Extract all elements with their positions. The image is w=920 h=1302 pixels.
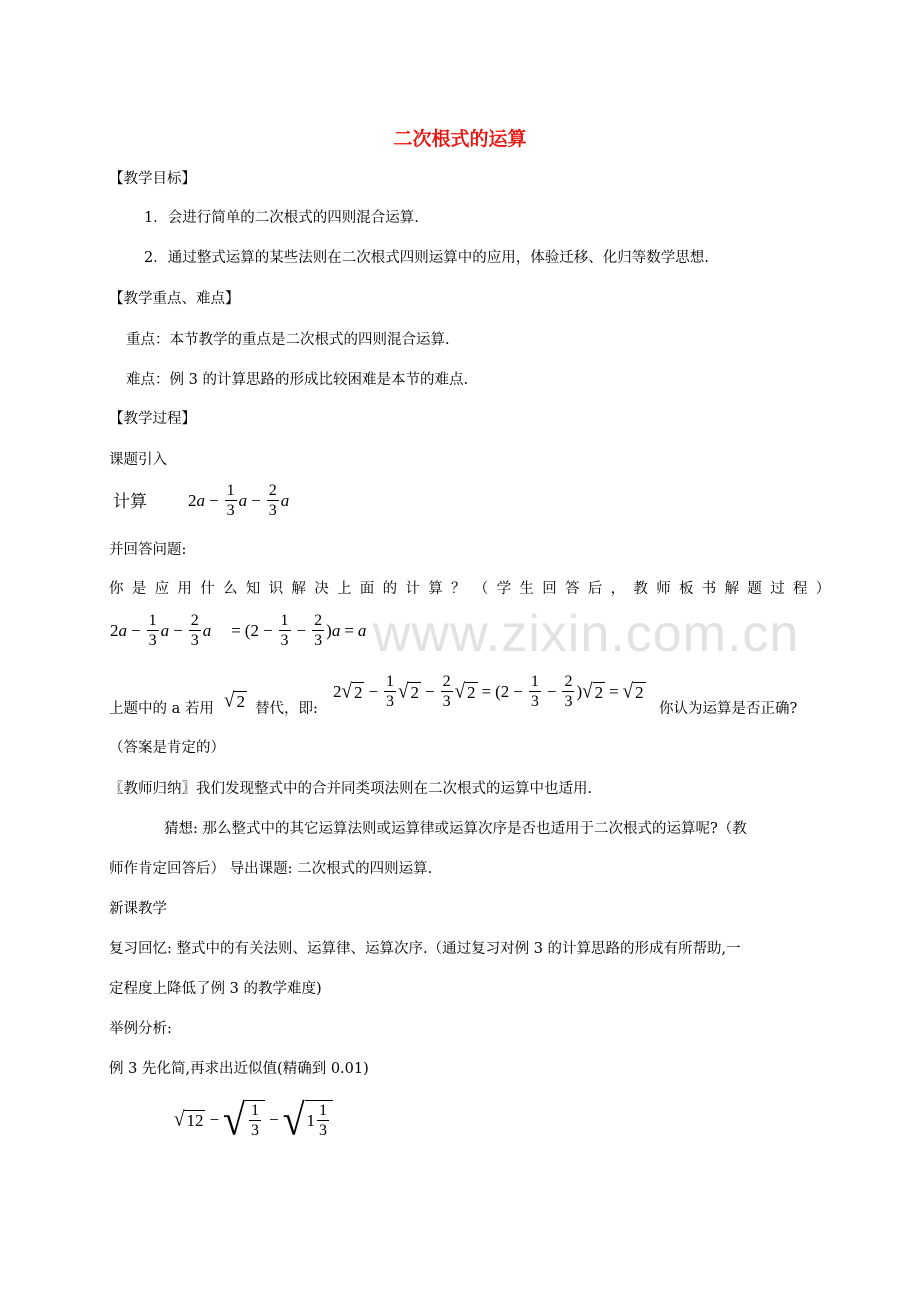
math-term: 2 (110, 620, 119, 640)
replace-text-1: 上题中的 a 若用 (109, 701, 214, 717)
answer-note: （答案是肯定的） (109, 740, 225, 756)
question-line: 你是应用什么知识解决上面的计算？（学生回答后，教师板书解题过程） (109, 581, 839, 597)
sqrt (622, 679, 646, 703)
math-paren: ) (326, 620, 332, 640)
fraction (312, 611, 324, 650)
sqrt (582, 679, 605, 703)
fraction-num: 1 (530, 673, 539, 690)
fraction (249, 1101, 261, 1140)
math-op: − (173, 620, 183, 640)
example-3-line: 例 3 先化简,再求出近似值(精确到 0.01) (109, 1061, 369, 1077)
math-op: − (513, 681, 523, 701)
math-op: − (262, 620, 273, 640)
math-var: a (202, 620, 212, 640)
fraction (562, 672, 574, 711)
math-op: − (251, 490, 261, 510)
math-term: 1 (306, 1110, 316, 1130)
math-term: 2 (188, 490, 197, 510)
math-term: 2 (250, 620, 259, 640)
compute-label: 计算 (113, 492, 147, 512)
radicand (305, 1100, 334, 1140)
fraction-den: 3 (226, 502, 235, 519)
radical-sign: √ (398, 679, 409, 703)
fraction (267, 481, 279, 520)
radicand: 12 (186, 1111, 204, 1130)
fraction-num: 1 (319, 1102, 328, 1119)
fraction-den: 3 (280, 632, 289, 649)
sqrt-expression (333, 672, 646, 711)
fraction (147, 611, 159, 650)
fraction-den: 3 (442, 693, 451, 710)
page-title: 二次根式的运算 (393, 128, 527, 150)
fraction-num: 2 (314, 612, 323, 629)
fraction (441, 672, 453, 711)
math-var: a (160, 620, 170, 640)
fraction-den: 3 (564, 693, 573, 710)
sqrt (282, 1094, 333, 1145)
fraction-den: 3 (268, 502, 277, 519)
radicand: 2 (353, 682, 363, 702)
conjecture-line-2: 师作肯定回答后） 导出课题: 二次根式的四则运算. (109, 861, 433, 877)
radical-sign: √ (582, 679, 593, 703)
fraction-den: 3 (314, 632, 323, 649)
fraction-den: 3 (250, 1122, 259, 1139)
new-lesson-label: 新课教学 (109, 901, 167, 917)
example-analysis-label: 举例分析: (109, 1021, 172, 1037)
fraction (384, 672, 396, 711)
fraction-den: 3 (190, 632, 199, 649)
math-op: − (296, 620, 307, 640)
objectives-header: 【教学目标】 (109, 171, 196, 187)
radicand: 2 (410, 682, 419, 702)
math-op: = (609, 681, 619, 701)
fraction (279, 611, 291, 650)
math-var: a (196, 490, 205, 510)
radical-sign: √ (282, 1094, 305, 1145)
radical-sign: √ (223, 1094, 245, 1145)
correct-question: 你认为运算是否正确? (659, 701, 798, 717)
fraction-den: 3 (386, 693, 395, 710)
radical-sign: √ (454, 679, 465, 703)
sqrt (454, 679, 478, 703)
math-op: = (481, 681, 492, 701)
replace-text-2: 替代，即: (255, 701, 318, 717)
radicand: 2 (635, 682, 644, 702)
fraction (225, 481, 237, 520)
fraction-num: 1 (148, 612, 157, 629)
math-var: a (280, 490, 290, 510)
process-header: 【教学过程】 (109, 411, 196, 427)
radicand: 2 (236, 692, 245, 711)
math-term: 2 (500, 681, 510, 701)
math-paren: ( (244, 620, 251, 640)
intro-label: 课题引入 (109, 452, 167, 468)
radicand (245, 1100, 265, 1140)
sqrt (398, 679, 421, 703)
objective-1: 1．会进行简单的二次根式的四则混合运算. (144, 210, 419, 226)
sqrt (223, 1094, 265, 1145)
fraction-num: 2 (190, 612, 199, 629)
review-line-1: 复习回忆: 整式中的有关法则、运算律、运算次序.（通过复习对例 3 的计算思路的形成有所帮助,一 (109, 941, 741, 957)
radicand: 2 (594, 682, 604, 702)
fraction-num: 1 (250, 1102, 259, 1119)
sqrt2-inline (224, 688, 247, 712)
radical-sign: √ (622, 679, 634, 703)
fraction-num: 1 (226, 482, 235, 499)
watermark: www.zixin.com.cn (373, 605, 800, 663)
fraction-den: 3 (319, 1122, 328, 1139)
math-op: − (209, 490, 219, 510)
answer-prompt: 并回答问题: (109, 542, 187, 558)
sqrt (174, 1107, 205, 1131)
compute-expression (188, 481, 289, 520)
sqrt (224, 688, 247, 712)
teacher-summary: 〖教师归纳〗我们发现整式中的合并同类项法则在二次根式的运算中也适用. (109, 781, 593, 797)
math-op: − (209, 1110, 220, 1129)
key-point: 重点：本节教学的重点是二次根式的四则混合运算. (126, 332, 450, 348)
math-var: a (331, 620, 341, 640)
math-op: = (344, 620, 354, 640)
math-op: − (368, 681, 379, 701)
fraction-num: 1 (280, 612, 289, 629)
radical-sign: √ (174, 1107, 185, 1131)
radicand: 2 (467, 682, 476, 702)
fraction (317, 1101, 329, 1140)
math-op: − (424, 681, 435, 701)
math-op: − (268, 1110, 279, 1129)
fraction (529, 672, 541, 711)
difficulty: 难点：例 3 的计算思路的形成比较困难是本节的难点. (126, 372, 469, 388)
fraction-num: 2 (564, 673, 573, 690)
objective-2: 2．通过整式运算的某些法则在二次根式四则运算中的应用，体验迁移、化归等数学思想. (144, 250, 709, 266)
math-op: = (231, 620, 241, 640)
fraction-den: 3 (530, 693, 539, 710)
fraction-den: 3 (148, 632, 157, 649)
math-var: a (238, 490, 248, 510)
conjecture-line-1: 猜想: 那么整式中的其它运算法则或运算律或运算次序是否也适用于二次根式的运算呢?（教 (164, 821, 747, 837)
radical-sign: √ (224, 688, 235, 712)
math-term: 2 (333, 681, 342, 701)
math-op: − (131, 620, 141, 640)
fraction-num: 2 (442, 673, 451, 690)
fraction-num: 2 (268, 482, 277, 499)
solution-expression (110, 611, 366, 650)
fraction (189, 611, 201, 650)
radical-sign: √ (341, 679, 352, 703)
fraction-num: 1 (386, 673, 395, 690)
math-var: a (357, 620, 367, 640)
math-paren: ( (495, 681, 501, 701)
sqrt (341, 679, 365, 703)
math-paren: ) (576, 681, 583, 701)
math-op: − (546, 681, 557, 701)
review-line-2: 定程度上降低了例 3 的教学难度) (109, 981, 322, 997)
key-header: 【教学重点、难点】 (109, 291, 240, 307)
math-var: a (118, 620, 127, 640)
example-3-expression (174, 1094, 333, 1145)
